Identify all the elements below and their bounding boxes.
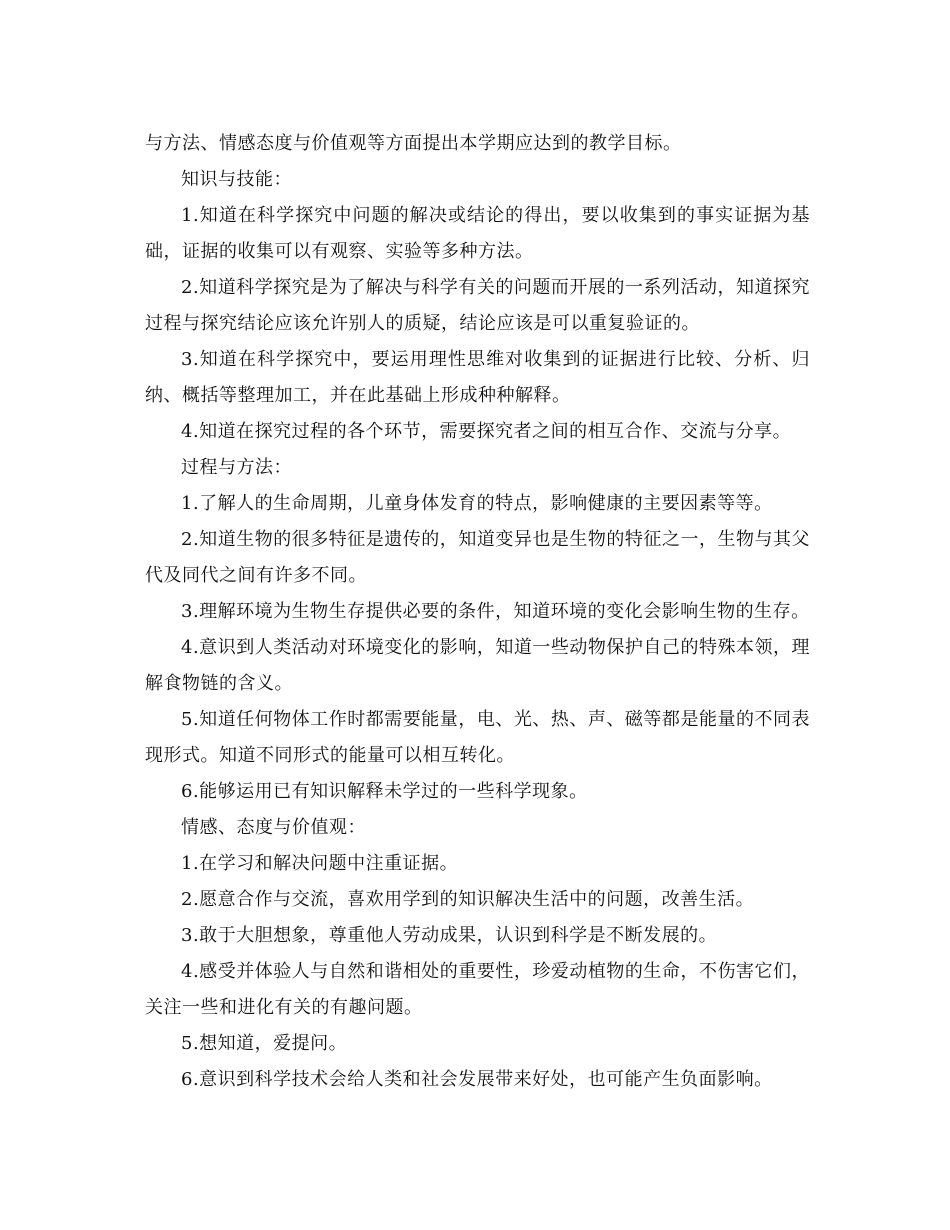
- paragraph-process-5: 5.知道任何物体工作时都需要能量，电、光、热、声、磁等都是能量的不同表现形式。知道不同形式的能量可以相互转化。: [145, 709, 810, 766]
- paragraph-emotion-6: 6.意识到科学技术会给人类和社会发展带来好处，也可能产生负面影响。: [181, 1069, 773, 1090]
- document-body: [145, 126, 810, 1098]
- paragraph-knowledge-2: 2.知道科学探究是为了解决与科学有关的问题而开展的一系列活动，知道探究过程与探究结论应该允许别人的质疑，结论应该是可以重复验证的。: [145, 277, 810, 334]
- paragraph-emotion-1: 1.在学习和解决问题中注重证据。: [181, 853, 459, 874]
- heading-emotion-values: 情感、态度与价值观：: [181, 817, 366, 838]
- paragraph-emotion-5: 5.想知道，爱提问。: [181, 1033, 348, 1054]
- paragraph-emotion-3: 3.敢于大胆想象，尊重他人劳动成果，认识到科学是不断发展的。: [181, 925, 718, 946]
- paragraph-process-2: 2.知道生物的很多特征是遗传的，知道变异也是生物的特征之一，生物与其父代及同代之间有许多不同。: [145, 529, 810, 586]
- paragraph-process-3: 3.理解环境为生物生存提供必要的条件，知道环境的变化会影响生物的生存。: [181, 601, 810, 622]
- paragraph-knowledge-1: 1.知道在科学探究中问题的解决或结论的得出，要以收集到的事实证据为基础，证据的收集可以有观察、实验等多种方法。: [145, 205, 810, 262]
- heading-knowledge-skills: 知识与技能：: [181, 169, 292, 190]
- paragraph-emotion-2: 2.愿意合作与交流，喜欢用学到的知识解决生活中的问题，改善生活。: [181, 889, 755, 910]
- heading-process-methods: 过程与方法：: [181, 457, 292, 478]
- paragraph-knowledge-3: 3.知道在科学探究中，要运用理性思维对收集到的证据进行比较、分析、归纳、概括等整理加工，并在此基础上形成种种解释。: [145, 349, 810, 406]
- paragraph-process-1: 1.了解人的生命周期，儿童身体发育的特点，影响健康的主要因素等等。: [181, 493, 773, 514]
- paragraph-process-4: 4.意识到人类活动对环境变化的影响，知道一些动物保护自己的特殊本领，理解食物链的含义。: [145, 637, 810, 694]
- paragraph-emotion-4: 4.感受并体验人与自然和谐相处的重要性，珍爱动植物的生命，不伤害它们，关注一些和进化有关的有趣问题。: [145, 961, 810, 1018]
- paragraph-process-6: 6.能够运用已有知识解释未学过的一些科学现象。: [181, 781, 588, 802]
- paragraph-knowledge-4: 4.知道在探究过程的各个环节，需要探究者之间的相互合作、交流与分享。: [181, 421, 792, 442]
- paragraph-continuation: 与方法、情感态度与价值观等方面提出本学期应达到的教学目标。: [145, 133, 682, 154]
